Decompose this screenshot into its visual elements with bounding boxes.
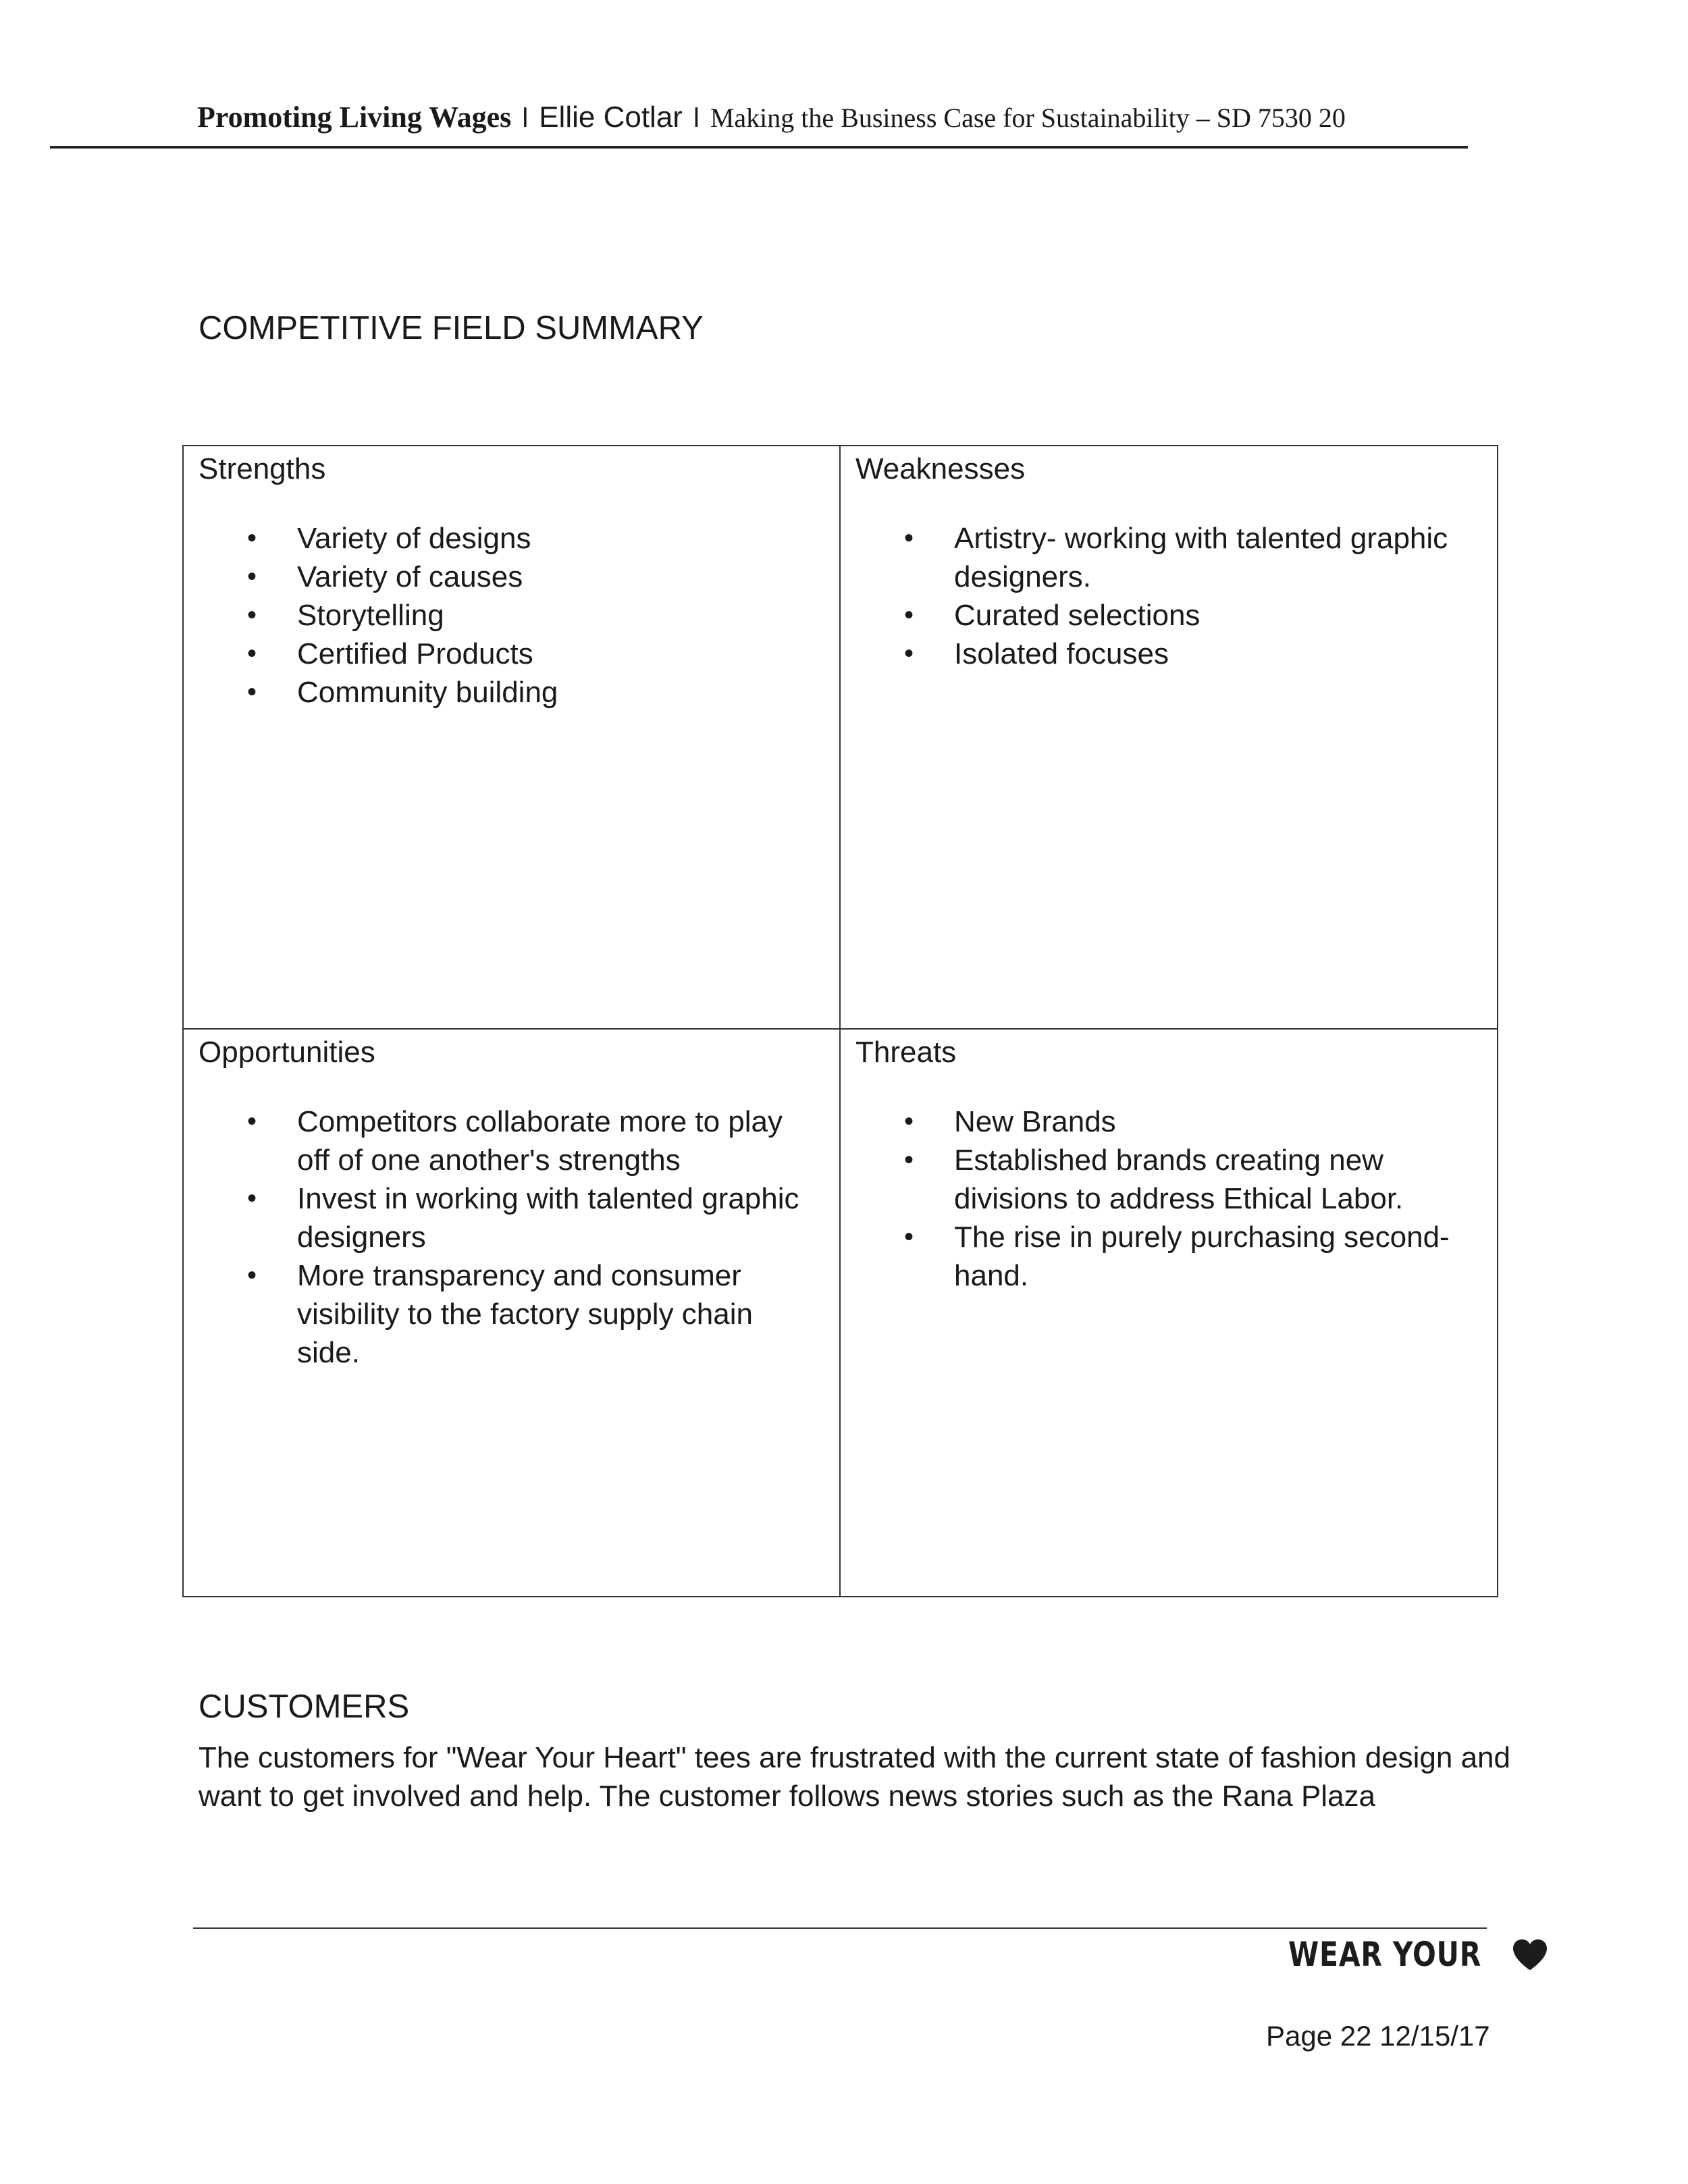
- list-item: • Storytelling: [199, 596, 812, 635]
- header-separator: l: [693, 103, 700, 133]
- bullet-icon: •: [247, 600, 257, 630]
- bullet-icon: •: [247, 1260, 257, 1290]
- swot-cell-weaknesses: [841, 446, 1498, 1030]
- bullet-icon: •: [904, 639, 914, 668]
- bullet-icon: •: [247, 562, 257, 591]
- heart-icon: [1510, 1938, 1550, 1971]
- swot-list: [855, 519, 1471, 673]
- swot-table: [182, 445, 1498, 1597]
- bullet-icon: •: [904, 1145, 914, 1175]
- list-item: • Competitors collaborate more to play off of one another's strengths: [199, 1102, 812, 1179]
- list-item: • The rise in purely purchasing second-hand.: [855, 1218, 1471, 1295]
- list-item: • More transparency and consumer visibility to the factory supply chain side.: [199, 1256, 812, 1372]
- swot-list: [855, 1102, 1471, 1295]
- bullet-icon: •: [247, 1183, 257, 1213]
- list-item: • Variety of designs: [199, 519, 812, 558]
- list-item: • Established brands creating new divisions to address Ethical Labor.: [855, 1141, 1471, 1218]
- bullet-icon: •: [904, 523, 914, 553]
- page-number: Page 22 12/15/17: [1266, 2020, 1490, 2052]
- swot-title: Opportunities: [199, 1036, 375, 1069]
- list-item: • Isolated focuses: [855, 635, 1471, 673]
- header-separator: l: [522, 103, 529, 133]
- list-item: • Certified Products: [199, 635, 812, 673]
- author-name: Ellie Cotlar: [539, 101, 683, 134]
- swot-title: Threats: [855, 1036, 957, 1069]
- section-heading-customers: CUSTOMERS: [199, 1688, 410, 1725]
- logo-text: WEAR YOUR: [1288, 1935, 1482, 1974]
- swot-list: [199, 519, 812, 712]
- bullet-icon: •: [904, 600, 914, 630]
- swot-cell-threats: [841, 1030, 1498, 1597]
- swot-cell-opportunities: [184, 1030, 841, 1597]
- bullet-icon: •: [904, 1107, 914, 1136]
- section-heading-competitive: COMPETITIVE FIELD SUMMARY: [199, 310, 704, 346]
- swot-title: Strengths: [199, 452, 326, 485]
- list-item: • Artistry- working with talented graphic designers.: [855, 519, 1471, 596]
- list-item: • Variety of causes: [199, 558, 812, 596]
- bullet-icon: •: [247, 677, 257, 707]
- swot-cell-strengths: [184, 446, 841, 1030]
- brand-logo: [1288, 1931, 1550, 1978]
- list-item: • Community building: [199, 673, 812, 712]
- course-name: Making the Business Case for Sustainability – SD 7530 20: [710, 103, 1346, 133]
- page-header: [197, 100, 1480, 140]
- list-item: • Invest in working with talented graphic designers: [199, 1179, 812, 1256]
- footer-divider: [193, 1927, 1487, 1929]
- bullet-icon: •: [247, 523, 257, 553]
- list-item: • New Brands: [855, 1102, 1471, 1141]
- header-divider: [50, 146, 1468, 149]
- bullet-icon: •: [247, 639, 257, 668]
- bullet-icon: •: [247, 1107, 257, 1136]
- customers-paragraph: The customers for "Wear Your Heart" tees are frustrated with the current state of fashion design and want to get involved and help. The customer follows news stories such as the Rana Plaza: [199, 1741, 1510, 1813]
- swot-list: [199, 1102, 812, 1372]
- bullet-icon: •: [904, 1222, 914, 1252]
- document-title: Promoting Living Wages: [197, 101, 512, 134]
- list-item: • Curated selections: [855, 596, 1471, 635]
- swot-title: Weaknesses: [855, 452, 1026, 485]
